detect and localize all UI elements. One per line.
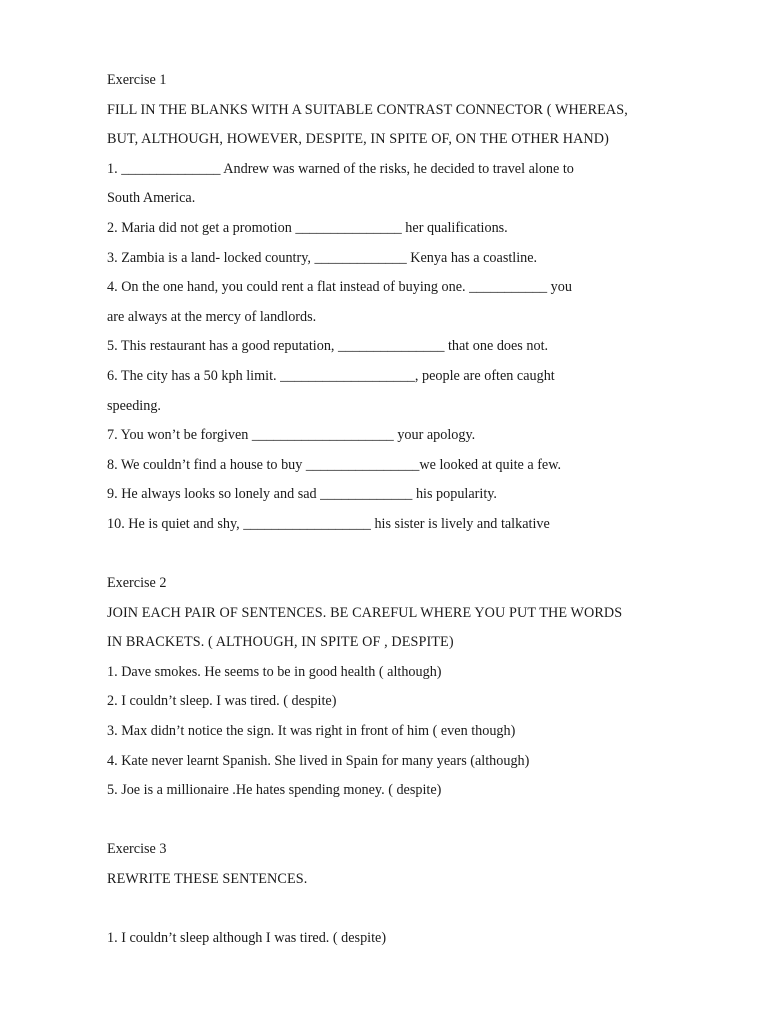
- exercise-2: [107, 569, 707, 806]
- exercise-2-line: 1. Dave smokes. He seems to be in good health ( although): [107, 663, 442, 680]
- exercise-1-line: 5. This restaurant has a good reputation, _______________ that one does not.: [107, 338, 549, 355]
- section-spacer: [107, 540, 707, 570]
- exercise-1-line: are always at the mercy of landlords.: [107, 308, 317, 325]
- exercise-2-instruction: IN BRACKETS. ( ALTHOUGH, IN SPITE OF , DESPITE): [107, 634, 454, 651]
- exercise-2-line: 4. Kate never learnt Spanish. She lived in Spain for many years (although): [107, 752, 530, 769]
- line-spacer: [107, 895, 707, 925]
- exercise-1-line: 4. On the one hand, you could rent a flat instead of buying one. ___________ you: [107, 279, 572, 296]
- exercise-3-line: 1. I couldn’t sleep although I was tired. ( despite): [107, 930, 387, 947]
- exercise-1-heading: Exercise 1: [107, 72, 167, 88]
- exercise-1-line: 1. ______________ Andrew was warned of the risks, he decided to travel alone to: [107, 160, 574, 177]
- exercise-1-line: 7. You won’t be forgiven ____________________ your apology.: [107, 427, 476, 444]
- exercise-1-line: 9. He always looks so lonely and sad _____________ his popularity.: [107, 486, 497, 503]
- exercise-1-line: 10. He is quiet and shy, __________________ his sister is lively and talkative: [107, 515, 550, 532]
- exercise-2-line: 2. I couldn’t sleep. I was tired. ( despite): [107, 693, 337, 710]
- exercise-2-heading: Exercise 2: [107, 575, 167, 592]
- exercise-1-line: 6. The city has a 50 kph limit. ___________________, people are often caught: [107, 367, 555, 384]
- worksheet-page: [107, 66, 707, 954]
- exercise-3-instruction: REWRITE THESE SENTENCES.: [107, 871, 308, 888]
- section-spacer: [107, 806, 707, 836]
- exercise-3: [107, 835, 707, 953]
- exercise-2-instruction: JOIN EACH PAIR OF SENTENCES. BE CAREFUL WHERE YOU PUT THE WORDS: [107, 604, 623, 621]
- exercise-1-instruction: BUT, ALTHOUGH, HOWEVER, DESPITE, IN SPITE OF, ON THE OTHER HAND): [107, 131, 609, 148]
- exercise-3-heading: Exercise 3: [107, 841, 167, 858]
- exercise-1-line: South America.: [107, 190, 196, 207]
- exercise-1-line: 2. Maria did not get a promotion _______________ her qualifications.: [107, 219, 508, 236]
- exercise-1-instruction: FILL IN THE BLANKS WITH A SUITABLE CONTRAST CONNECTOR ( WHEREAS,: [107, 101, 628, 118]
- exercise-1: [107, 66, 707, 540]
- exercise-1-line: 8. We couldn’t find a house to buy ________________we looked at quite a few.: [107, 456, 562, 473]
- exercise-2-line: 5. Joe is a millionaire .He hates spending money. ( despite): [107, 782, 442, 799]
- exercise-1-line: speeding.: [107, 397, 161, 414]
- exercise-1-line: 3. Zambia is a land- locked country, _____________ Kenya has a coastline.: [107, 249, 538, 266]
- exercise-2-line: 3. Max didn’t notice the sign. It was right in front of him ( even though): [107, 723, 516, 740]
